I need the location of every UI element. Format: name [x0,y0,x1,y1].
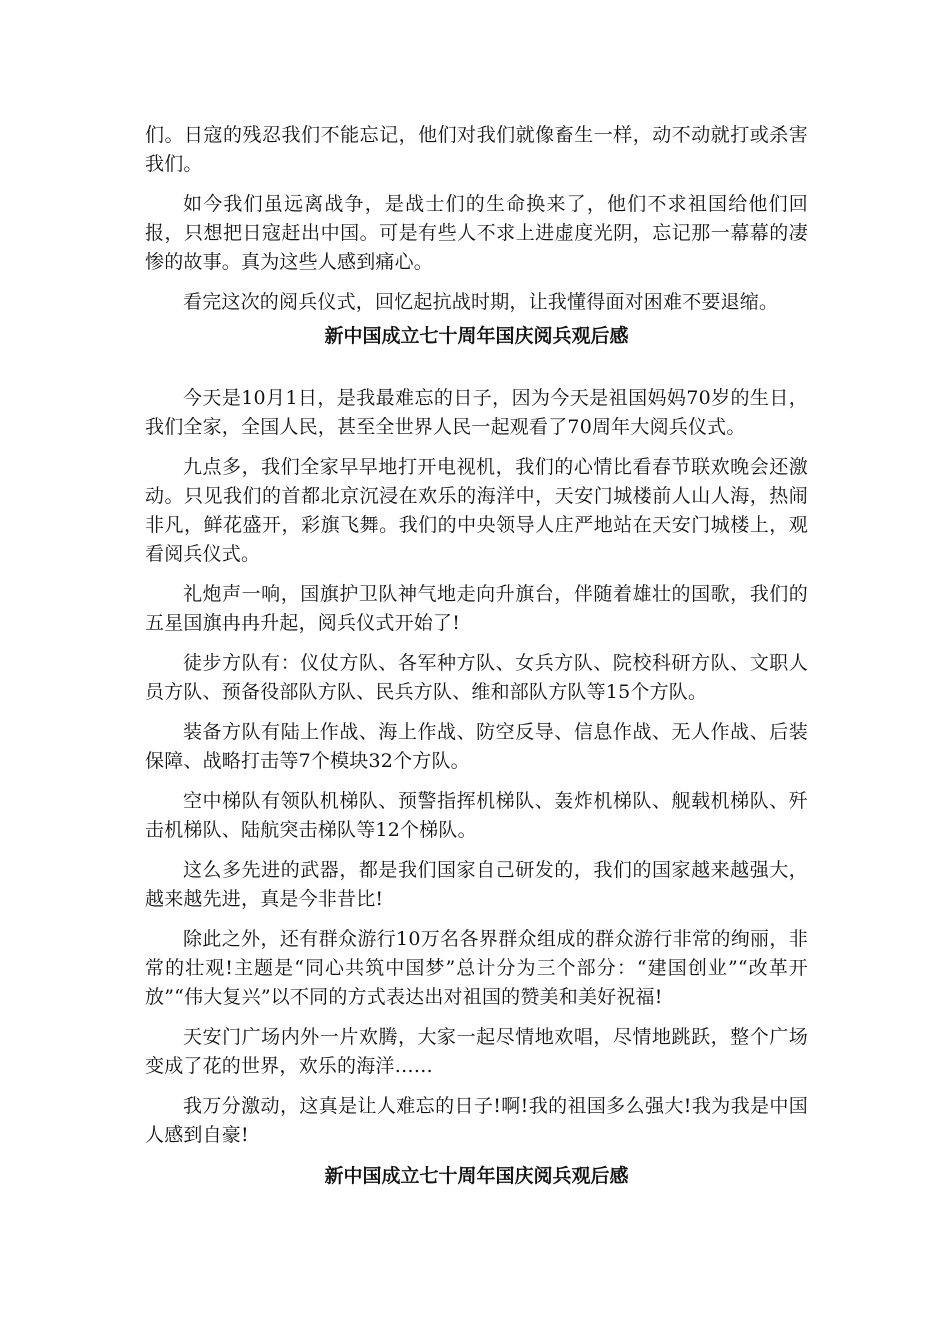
paragraph-continued: 们。日寇的残忍我们不能忘记，他们对我们就像畜生一样，动不动就打或杀害我们。 [145,124,808,175]
paragraph: 我万分激动，这真是让人难忘的日子!啊!我的祖国多么强大!我为我是中国人感到自豪! [145,1095,808,1146]
paragraph: 这么多先进的武器，都是我们国家自己研发的，我们的国家越来越强大，越来越先进，真是今非昔比! [145,859,808,910]
paragraph: 礼炮声一响，国旗护卫队神气地走向升旗台，伴随着雄壮的国歌，我们的五星国旗冉冉升起，阅兵仪式开始了! [145,583,808,634]
paragraph: 徒步方队有：仪仗方队、各军种方队、女兵方队、院校科研方队、文职人员方队、预备役部队方队、民兵方队、维和部队方队等15个方队。 [145,652,808,703]
paragraph: 天安门广场内外一片欢腾，大家一起尽情地欢唱，尽情地跳跃，整个广场变成了花的世界，欢乐的海洋…… [145,1026,808,1077]
paragraph: 装备方队有陆上作战、海上作战、防空反导、信息作战、无人作战、后装保障、战略打击等7个模块32个方队。 [145,721,808,772]
next-essay-heading: 新中国成立七十周年国庆阅兵观后感 [324,1165,629,1187]
essay-heading: 新中国成立七十周年国庆阅兵观后感 [324,325,629,347]
paragraph: 除此之外，还有群众游行10万名各界群众组成的群众游行非常的绚丽，非常的壮观!主题是“同心共筑中国梦”总计分为三个部分：“建国创业”“改革开放”“伟大复兴”以不同的方式表达出对祖国的赞美和美好祝福! [145,928,808,1008]
paragraph: 九点多，我们全家早早地打开电视机，我们的心情比看春节联欢晚会还激动。只见我们的首都北京沉浸在欢乐的海洋中，天安门城楼前人山人海，热闹非凡，鲜花盛开，彩旗飞舞。我们的中央领导人庄严地站在天安门城楼上，观看阅兵仪式。 [145,456,808,565]
document-body [145,121,808,1191]
paragraph: 空中梯队有领队机梯队、预警指挥机梯队、轰炸机梯队、舰载机梯队、歼击机梯队、陆航突击梯队等12个梯队。 [145,790,808,841]
paragraph: 今天是10月1日，是我最难忘的日子，因为今天是祖国妈妈70岁的生日，我们全家，全国人民，甚至全世界人民一起观看了70周年大阅兵仪式。 [145,387,808,438]
paragraph: 如今我们虽远离战争，是战士们的生命换来了，他们不求祖国给他们回报，只想把日寇赶出中国。可是有些人不求上进虚度光阴，忘记那一幕幕的凄惨的故事。真为这些人感到痛心。 [145,193,808,273]
paragraph: 看完这次的阅兵仪式，回忆起抗战时期，让我懂得面对困难不要退缩。 [183,291,779,313]
